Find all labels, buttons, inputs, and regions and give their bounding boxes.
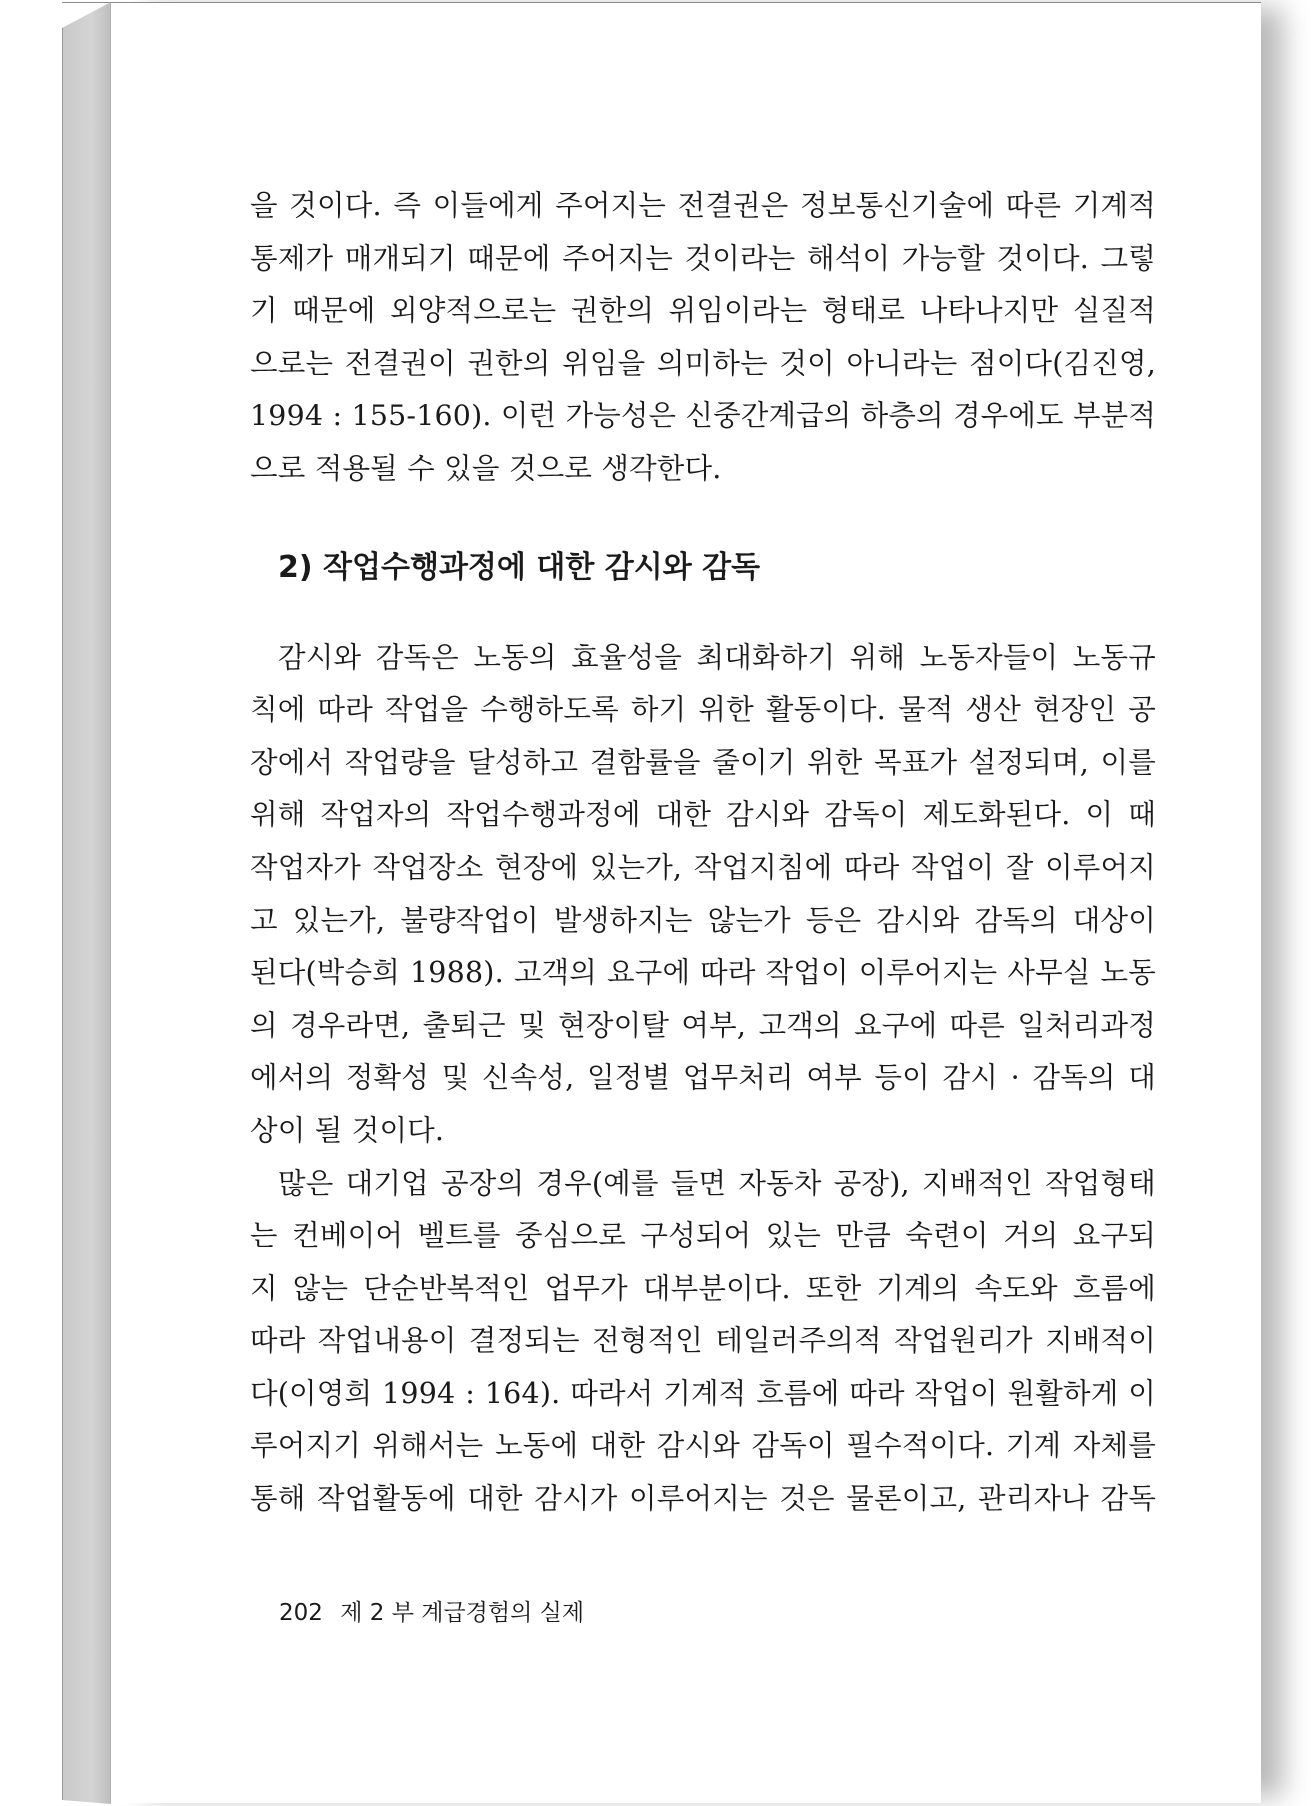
paragraph-1-line: 기 때문에 외양적으로는 권한의 위임이라는 형태로 나타나지만 실질적	[250, 294, 1156, 328]
paragraph-2-line: 감시와 감독은 노동의 효율성을 최대화하기 위해 노동자들이 노동규	[278, 640, 1156, 674]
paragraph-1-line: 으로 적용될 수 있을 것으로 생각한다.	[250, 451, 722, 485]
paragraph-3-line: 루어지기 위해서는 노동에 대한 감시와 감독이 필수적이다. 기계 자체를	[250, 1429, 1156, 1463]
paragraph-2-line: 작업자가 작업장소 현장에 있는가, 작업지침에 따라 작업이 잘 이루어지	[250, 850, 1156, 884]
section-heading: 2) 작업수행과정에 대한 감시와 감독	[278, 549, 761, 585]
paragraph-2	[250, 632, 1156, 1158]
paragraph-3-line: 지 않는 단순반복적인 업무가 대부분이다. 또한 기계의 속도와 흐름에	[250, 1271, 1156, 1305]
paragraph-3-line: 많은 대기업 공장의 경우(예를 들면 자동차 공장), 지배적인 작업형태	[278, 1166, 1156, 1200]
paragraph-1-line: 1994 : 155-160). 이런 가능성은 신중간계급의 하층의 경우에도 부분적	[250, 399, 1156, 433]
page-body	[250, 180, 1156, 1526]
paragraph-3-line: 다(이영희 1994 : 164). 따라서 기계적 흐름에 따라 작업이 원활하게 이	[250, 1376, 1156, 1410]
paragraph-1-line: 통제가 매개되기 때문에 주어지는 것이라는 해석이 가능할 것이다. 그렇	[250, 241, 1156, 275]
book-spine	[62, 2, 111, 1804]
paragraph-2-line: 장에서 작업량을 달성하고 결함률을 줄이기 위한 목표가 설정되며, 이를	[250, 745, 1156, 779]
paragraph-3-line: 는 컨베이어 벨트를 중심으로 구성되어 있는 만큼 숙련이 거의 요구되	[250, 1219, 1156, 1253]
paragraph-2-line: 위해 작업자의 작업수행과정에 대한 감시와 감독이 제도화된다. 이 때	[250, 798, 1156, 832]
paragraph-2-line: 칙에 따라 작업을 수행하도록 하기 위한 활동이다. 물적 생산 현장인 공	[250, 693, 1156, 727]
paragraph-1	[250, 180, 1156, 496]
paragraph-3	[250, 1158, 1156, 1526]
part-label: 제 2 부 계급경험의 실제	[340, 1600, 585, 1626]
page-footer	[279, 1594, 584, 1627]
paragraph-1-line: 을 것이다. 즉 이들에게 주어지는 전결권은 정보통신기술에 따른 기계적	[250, 189, 1156, 222]
paragraph-2-line: 에서의 정확성 및 신속성, 일정별 업무처리 여부 등이 감시 · 감독의 대	[250, 1061, 1156, 1095]
paragraph-3-line: 따라 작업내용이 결정되는 전형적인 테일러주의적 작업원리가 지배적이	[250, 1324, 1156, 1358]
page-number: 202	[279, 1600, 323, 1626]
paragraph-2-line: 의 경우라면, 출퇴근 및 현장이탈 여부, 고객의 요구에 따른 일처리과정	[250, 1008, 1156, 1042]
paragraph-2-line: 고 있는가, 불량작업이 발생하지는 않는가 등은 감시와 감독의 대상이	[250, 903, 1156, 937]
paragraph-3-line: 통해 작업활동에 대한 감시가 이루어지는 것은 물론이고, 관리자나 감독	[250, 1482, 1156, 1516]
paragraph-2-line: 상이 될 것이다.	[250, 1113, 445, 1147]
paragraph-2-line: 된다(박승희 1988). 고객의 요구에 따라 작업이 이루어지는 사무실 노동	[250, 956, 1156, 990]
paragraph-1-line: 으로는 전결권이 권한의 위임을 의미하는 것이 아니라는 점이다(김진영,	[250, 346, 1156, 380]
